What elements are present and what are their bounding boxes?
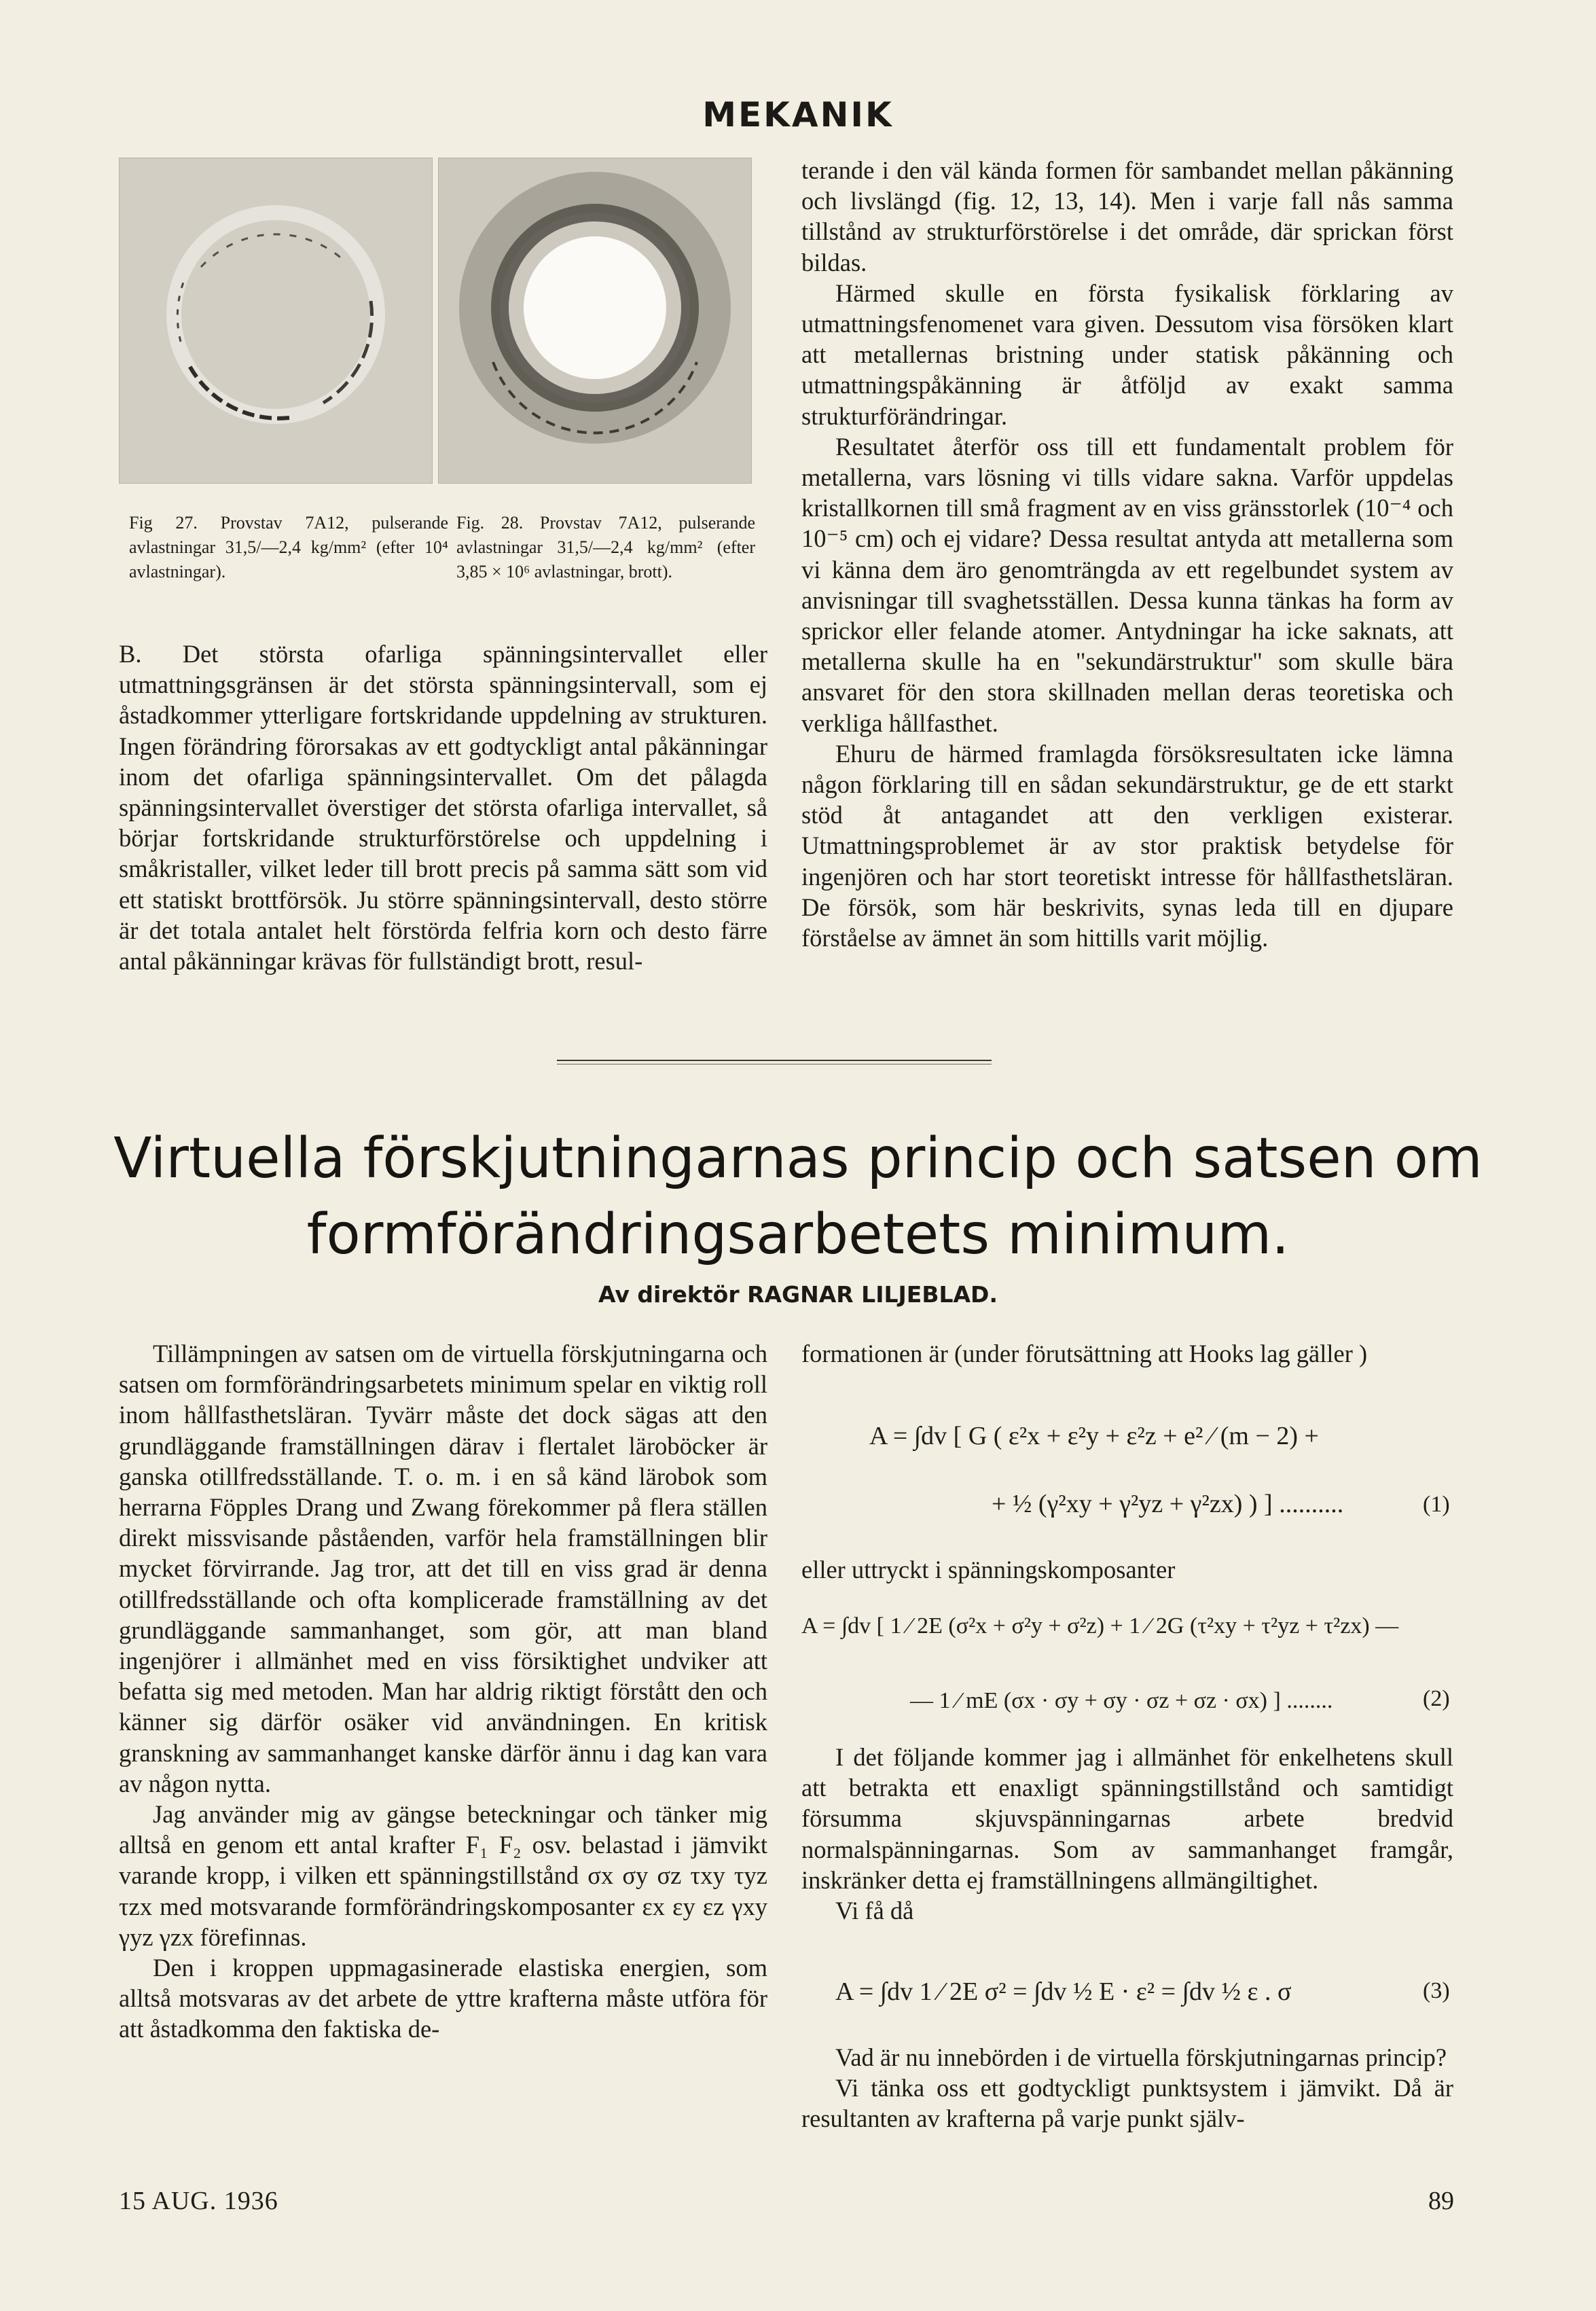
lower-right-column-mid: [801, 1554, 1453, 1585]
lower-right-column-end: [801, 2042, 1453, 2134]
equation-2-number: (2): [1423, 1686, 1450, 1711]
specimen-ring-fracture-image: [439, 158, 751, 483]
equation-2-line-2: — 1 ⁄ mE (σx · σy + σy · σz + σz · σx) ] ........: [910, 1688, 1333, 1713]
lower-left-column: [119, 1338, 767, 2045]
page-number: 89: [1428, 2187, 1454, 2215]
paragraph: B. Det största ofarliga spänningsintervallet eller utmattningsgränsen är det största spänningsintervall, som ej åstadkommer ytterligare fortskridande uppdelning av strukturen. Ingen förändring förorsakas av ett godtyckligt antal påkänningar inom det ofarliga spänningsintervallet. Om det pålagda spänningsintervallet överstiger det största ofarliga intervallet, så börjar fortskridande strukturförstörelse och uppdelning i småkristaller, vilket leder till brott precis på samma sätt som vid ett statiskt brottförsök. Ju större spänningsintervall, desto större är det totala antalet helt förstörda felfria korn och desto färre antal påkänningar krävas för fullständigt brott, resul-: [119, 640, 767, 975]
issue-date: 15 AUG. 1936: [119, 2187, 278, 2215]
section-divider: [557, 1060, 992, 1061]
article-title-line-1: Virtuella förskjutningarnas princip och satsen om: [113, 1126, 1483, 1191]
equation-3: A = ∫dv 1 ⁄ 2E σ² = ∫dv ½ E · ε² = ∫dv ½ ε . σ: [835, 1977, 1292, 2006]
paragraph: Härmed skulle en första fysikalisk förklaring av utmattningsfenomenet vara given. Dessutom visa försöken klart att metallernas bristning under statisk påkänning och utmattningspåkänning är åtföljd av exakt samma strukturförändringar.: [801, 279, 1453, 430]
upper-right-column: [801, 155, 1453, 953]
paragraph: Resultatet återför oss till ett fundamentalt problem för metallerna, vars lösning vi tills vidare sakna. Varför uppdelas kristallkornen till små fragment av en viss gränsstorlek (10⁻⁴ och 10⁻⁵ cm) och ej vidare? Dessa resultat antyda att metallerna som vi känna dem äro genomträngda av ett regelbundet system av anvisningar till svaghetsställen. Dessa kunna tänkas ha form av sprickor eller felande atomer. Antydningar ha icke saknats, att metallerna skulle ha en "sekundärstruktur" som skulle bära ansvaret för den stora skillnaden mellan deras teoretiska och verkliga hållfasthet.: [801, 432, 1453, 737]
lower-right-column-text: [801, 1742, 1453, 1926]
equation-2-line-1: A = ∫dv [ 1 ⁄ 2E (σ²x + σ²y + σ²z) + 1 ⁄ 2G (τ²xy + τ²yz + τ²zx) —: [801, 1613, 1399, 1638]
figure-28-caption: Fig. 28. Provstav 7A12, pulserande avlastningar 31,5/—2,4 kg/mm² (efter 3,85 × 10⁶ avlastningar, brott).: [456, 513, 755, 581]
figure-27-caption: Fig 27. Provstav 7A12, pulserande avlastningar 31,5/—2,4 kg/mm² (efter 10⁴ avlastningar).: [129, 513, 448, 581]
specimen-ring-faint-image: [120, 158, 432, 483]
article-title-line-2: formförändringsarbetets minimum.: [306, 1202, 1290, 1267]
paragraph: Den i kroppen uppmagasinerade elastiska energien, som alltså motsvaras av det arbete de yttre krafterna måste utföra för att åstadkomma den faktiska de-: [119, 1954, 767, 2043]
paragraph: eller uttryckt i spänningskomposanter: [801, 1556, 1176, 1583]
equation-1-line-2: + ½ (γ²xy + γ²yz + γ²zx) ) ] ..........: [992, 1490, 1344, 1518]
section-header: MEKANIK: [702, 95, 894, 135]
equation-1-number: (1): [1423, 1492, 1450, 1517]
lower-right-column-intro: [801, 1338, 1453, 1369]
paragraph: Vad är nu innebörden i de virtuella förskjutningarnas princip?: [835, 2043, 1447, 2071]
paragraph: Jag använder mig av gängse beteckningar och tänker mig alltså en genom ett antal krafter F₁ F₂ osv. belastad i jämvikt varande kropp, i vilken ett spänningstillstånd σx σy σz τxy τyz τzx med motsvarande formförändringskomposanter εx εy εz γxy γyz γzx förefinnas.: [119, 1800, 767, 1951]
paragraph: Vi få då: [835, 1897, 914, 1925]
paragraph: I det följande kommer jag i allmänhet för enkelhetens skull att betrakta ett enaxligt spänningstillstånd och samtidigt försumma skjuvspänningarnas arbete bredvid normalspänningarnas. Som av sammanhanget framgår, inskränker detta ej framställningens allmängiltighet.: [801, 1743, 1453, 1894]
paragraph: terande i den väl kända formen för sambandet mellan påkänning och livslängd (fig. 12, 13, 14). Men i varje fall nås samma tillstånd av strukturförstörelse i det område, där sprickan först bildas.: [801, 156, 1453, 276]
equation-1-line-1: A = ∫dv [ G ( ε²x + ε²y + ε²z + e² ⁄ (m − 2) +: [869, 1422, 1319, 1450]
paragraph: formationen är (under förutsättning att Hooks lag gäller ): [801, 1340, 1368, 1367]
upper-left-column: [119, 639, 767, 976]
equation-3-number: (3): [1423, 1978, 1450, 2003]
figure-28-photo: [438, 158, 752, 484]
paragraph: Vi tänka oss ett godtyckligt punktsystem i jämvikt. Då är resultanten av krafterna på varje punkt själv-: [801, 2074, 1453, 2133]
paragraph: Tillämpningen av satsen om de virtuella förskjutningarna och satsen om formförändringsarbetets minimum spelar en viktig roll inom hållfasthetsläran. Tyvärr måste det dock sägas att den grundläggande framställningen därav i flertalet läroböcker är ganska otillfredsställande. T. o. m. i en så känd lärobok som herrarna Föpples Drang und Zwang förekommer på flera ställen direkt missvisande påståenden, varför hela framställningen blir mycket förvirrande. Jag tror, att det till en viss grad är denna otillfredsställande och ofta komplicerade framställning av det grundläggande sammanhanget, som gör, att man bland ingenjörer i allmänhet med en viss försiktighet undviker att befatta sig med metoden. Man har aldrig riktigt förstått den och känner sig därför osäker vid användningen. En kritisk granskning av sammanhanget kanske därför ännu i dag kan vara av någon nytta.: [119, 1340, 767, 1797]
article-byline: Av direktör RAGNAR LILJEBLAD.: [598, 1281, 998, 1308]
paragraph: Ehuru de härmed framlagda försöksresultaten icke lämna någon förklaring till en sådan sekundärstruktur, ge de ett starkt stöd åt antagandet att den verkligen existerar. Utmattningsproblemet är av stor praktisk betydelse för ingenjören och har stort teoretiskt intresse för hållfasthetsläran. De försök, som här beskrivits, synas leda till en djupare förståelse av ämnet än som hittills varit möjlig.: [801, 739, 1453, 952]
figure-27-photo: [119, 158, 433, 484]
article-title: [81, 1121, 1515, 1273]
